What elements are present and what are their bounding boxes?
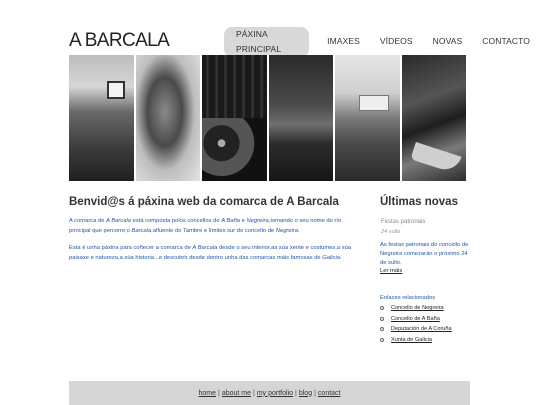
- text-em: Negreira: [246, 218, 269, 224]
- links-heading: Enlaces relacionados: [380, 295, 436, 301]
- footer-link-home[interactable]: home: [198, 389, 216, 397]
- list-item: [380, 324, 452, 335]
- main-nav: [224, 28, 540, 54]
- link-concello-a-bana[interactable]: Concello de A Baña: [391, 315, 440, 322]
- photo-boat: [410, 142, 461, 174]
- nav-item-news[interactable]: NOVAS: [432, 36, 463, 46]
- text: .: [340, 255, 342, 261]
- photo-house: [359, 95, 389, 111]
- photo-banner: [69, 55, 466, 181]
- nav-item-videos[interactable]: VÍDEOS: [379, 36, 413, 46]
- footer-separator: |: [295, 389, 297, 397]
- page-title: Benvid@s á páxina web da comarca de A Barcala: [69, 196, 339, 208]
- nav-item-home[interactable]: PÁXINA PRINCIPAL: [224, 27, 309, 57]
- text: .: [298, 228, 300, 234]
- footer: [69, 381, 470, 405]
- footer-link-contact[interactable]: contact: [317, 389, 341, 397]
- list-item: [380, 303, 452, 314]
- site-title: A BARCALA: [69, 30, 170, 51]
- text: desde o seu interior,as súa xente e costumes,a súa paisaxe e natureza,a súa historia...e descubrir desde dentro unha das comarcas máis famosas de: [69, 245, 352, 261]
- related-links: [380, 303, 452, 345]
- photo-stone-house: [69, 55, 134, 181]
- text-em: Barcala: [131, 228, 152, 234]
- bullet-icon: [380, 306, 384, 310]
- footer-link-about[interactable]: about me: [221, 389, 252, 397]
- read-more-link[interactable]: Ler máis: [380, 268, 403, 274]
- intro-paragraph: [69, 216, 355, 236]
- link-concello-negreira[interactable]: Concello de Negreira: [391, 305, 444, 311]
- footer-link-portfolio[interactable]: my portfolio: [256, 389, 294, 397]
- text-em: A Baña: [221, 218, 241, 224]
- nav-item-images[interactable]: IMAXES: [327, 36, 360, 46]
- footer-separator: |: [253, 389, 255, 397]
- text: e: [240, 218, 247, 224]
- photo-window: [107, 81, 125, 99]
- text-em: Galicia: [322, 255, 341, 261]
- text: está composta polos concellos de: [130, 218, 222, 224]
- text-em: Negreira: [275, 228, 299, 234]
- photo-village-hill: [335, 55, 400, 181]
- text-em: A Barcala: [192, 245, 218, 251]
- link-deputacion[interactable]: Deputación de A Coruña: [391, 326, 452, 332]
- text: Esta é unha páxina para coñecer a comarca de: [69, 245, 193, 251]
- news-item-date: 24 xullo: [381, 229, 401, 235]
- bullet-icon: [380, 327, 384, 331]
- text: A comarca de: [69, 218, 107, 224]
- nav-item-contact[interactable]: CONTACTO: [482, 36, 530, 46]
- photo-wooden-door: [202, 55, 267, 181]
- news-item-body: As festas patronais do concello de Negreira comezarán o próximo 24 de xullo.: [380, 242, 469, 266]
- photo-flowers: [202, 118, 267, 181]
- news-heading: Últimas novas: [380, 196, 458, 208]
- bullet-icon: [380, 338, 384, 342]
- link-xunta[interactable]: Xunta de Galicia: [391, 336, 433, 343]
- description-paragraph: [69, 243, 355, 263]
- bullet-icon: [380, 317, 384, 321]
- footer-link-blog[interactable]: blog: [298, 389, 313, 397]
- photo-tree: [136, 55, 201, 181]
- list-item: [380, 314, 452, 325]
- footer-separator: |: [218, 389, 220, 397]
- photo-boat-dock: [402, 55, 467, 181]
- photo-church-valley: [269, 55, 334, 181]
- footer-separator: |: [314, 389, 316, 397]
- news-item-title: Festas patronais: [381, 219, 426, 225]
- text: ,afluente do Tambre e límites sur do concello de: [151, 228, 276, 234]
- text-em: A Barcala: [106, 218, 131, 224]
- text: ,tomando o seu nome do río principal que percorre,o: [69, 218, 342, 234]
- list-item: [380, 335, 452, 346]
